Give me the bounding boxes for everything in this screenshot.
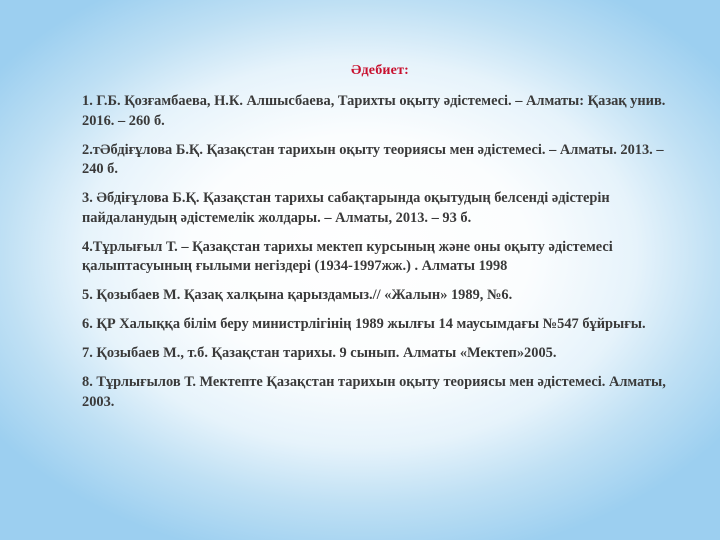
reference-item: 8. Тұрлығылов Т. Мектепте Қазақстан тарихын оқыту теориясы мен әдістемесі. Алматы, 2003. bbox=[82, 374, 666, 410]
references-list bbox=[82, 92, 682, 422]
reference-item: 4.Тұрлығыл Т. – Қазақстан тарихы мектеп курсының және оны оқыту әдістемесі қалыптасуының ғылыми негіздері (1934-1997жж.) . Алматы 1998 bbox=[82, 238, 613, 274]
references-heading: Әдебиет: bbox=[350, 63, 410, 78]
reference-item: 6. ҚР Халыққа білім беру министрлігінің 1989 жылғы 14 маусымдағы №547 бұйрығы. bbox=[82, 316, 646, 332]
reference-item: 7. Қозыбаев М., т.б. Қазақстан тарихы. 9 сынып. Алматы «Мектеп»2005. bbox=[82, 345, 557, 361]
reference-item: 2.тӘбдіғұлова Б.Қ. Қазақстан тарихын оқыту теориясы мен әдістемесі. – Алматы. 2013. – 240 б. bbox=[82, 141, 664, 177]
reference-item: 5. Қозыбаев М. Қазақ халқына қарыздамыз.// «Жалын» 1989, №6. bbox=[82, 287, 513, 303]
reference-item: 1. Г.Б. Қозғамбаева, Н.К. Алшысбаева, Тарихты оқыту әдістемесі. – Алматы: Қазақ унив. 2016. – 260 б. bbox=[82, 93, 666, 129]
reference-item: 3. Әбдіғұлова Б.Қ. Қазақстан тарихы сабақтарында оқытудың белсенді әдістерін пайдаланудың әдістемелік жолдары. – Алматы, 2013. – 93 б. bbox=[82, 190, 610, 226]
